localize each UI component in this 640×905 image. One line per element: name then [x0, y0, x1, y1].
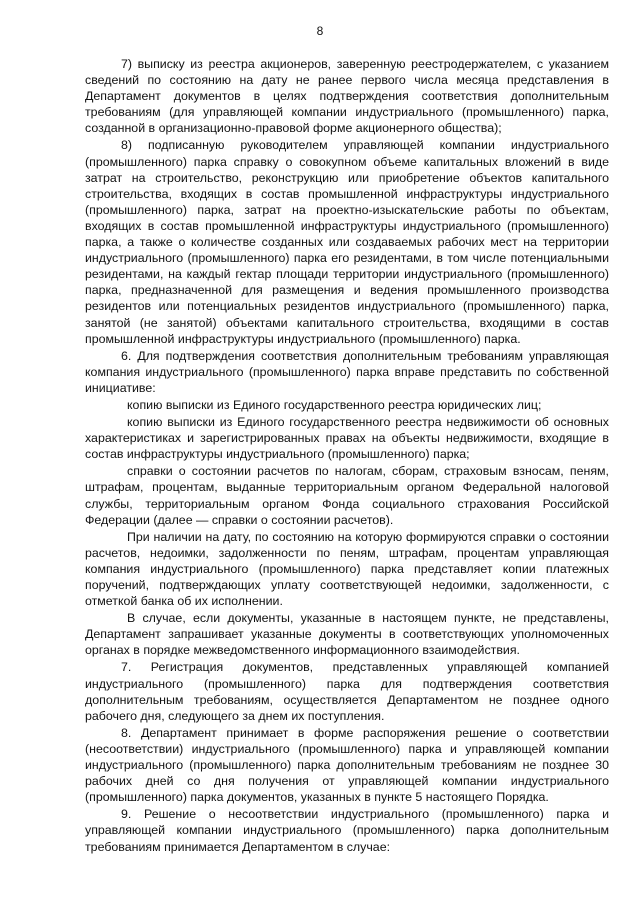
paragraph-clause-6: 6. Для подтверждения соответствия дополнительным требованиям управляющая компания индустриального (промышленного) парка вправе представить по собственной инициативе: — [85, 348, 609, 395]
paragraph-egrul-copy: копию выписки из Единого государственного реестра юридических лиц; — [127, 397, 542, 412]
paragraph-egrn-copy: копию выписки из Единого государственного реестра недвижимости об основных характеристиках и зарегистрированных правах на объекты недвижимости, входящие в состав инфраструктуры индустриального (промышленного) парка; — [85, 415, 609, 462]
paragraph-item-7: 7) выписку из реестра акционеров, заверенную реестродержателем, с указанием сведений по состоянию на дату не ранее первого числа месяца представления в Департамент документов в целях подтверждения соответствия дополнительным требованиям (для управляющей компании индустриального (промышленного) парка, созданной в организационно-правовой форме акционерного общества); — [85, 57, 609, 136]
paragraph-clause-8: 8. Департамент принимает в форме распоряжения решение о соответствии (несоответствии) индустриального (промышленного) парка и управляющей компании индустриального (промышленного) парка дополнительным требованиям не позднее 30 рабочих дней со дня получения от управляющей компании индустриального (промышленного) парка документов, указанных в пункте 5 настоящего Порядка. — [85, 725, 609, 805]
paragraph-item-8: 8) подписанную руководителем управляющей компании индустриального (промышленного) парка справку о совокупном объеме капитальных вложений в виде затрат на строительство, реконструкцию или приобретение объектов капитального строительства, входящих в состав промышленной инфраструктуры индустриального (промышленного) парка, затрат на проектно-изыскательские работы по объектам, входящих в состав промышленной инфраструктуры индустриального (промышленного) парка, а также о количестве созданных или создаваемых рабочих мест на территории индустриального (промышленного) парка его резидентами, в том числе потенциальными резидентами, на каждый гектар площади территории индустриального (промышленного) парка, предназначенной для размещения и ведения промышленного производства резидентов или потенциальных резидентов индустриального (промышленного) парка, занятой (не занятой) объектами капитального строительства, входящими в состав промышленной инфраструктуры индустриального (промышленного) парка. — [85, 138, 609, 346]
paragraph-arrears: При наличии на дату, по состоянию на которую формируются справки о состоянии расчетов, недоимки, задолженности по пеням, штрафам, процентам управляющая компания индустриального (промышленного) парка представляет копии платежных поручений, подтверждающих уплату соответствующей недоимки, задолженности, с отметкой банка об их исполнении. — [85, 529, 609, 609]
paragraph-interagency-request: В случае, если документы, указанные в настоящем пункте, не представлены, Департамент запрашивает указанные документы в соответствующих уполномоченных органах в порядке межведомственного информационного взаимодействия. — [85, 611, 609, 658]
paragraph-clause-9: 9. Решение о несоответствии индустриального (промышленного) парка и управляющей компании индустриального (промышленного) парка дополнительным требованиям принимается Департаментом в случае: — [85, 807, 609, 854]
document-body — [85, 56, 609, 856]
paragraph-clause-7: 7. Регистрация документов, представленных управляющей компанией индустриального (промышленного) парка для подтверждения соответствия дополнительным требованиям, осуществляется Департаментом не позднее одного рабочего дня, следующего за днем их поступления. — [85, 660, 609, 723]
page-number: 8 — [316, 24, 324, 38]
paragraph-tax-certificates: справки о состоянии расчетов по налогам, сборам, страховым взносам, пеням, штрафам, процентам, выданные территориальным органом Федеральной налоговой службы, территориальным органом Фонда социального страхования Российской Федерации (далее — справки о состоянии расчетов). — [85, 464, 609, 527]
